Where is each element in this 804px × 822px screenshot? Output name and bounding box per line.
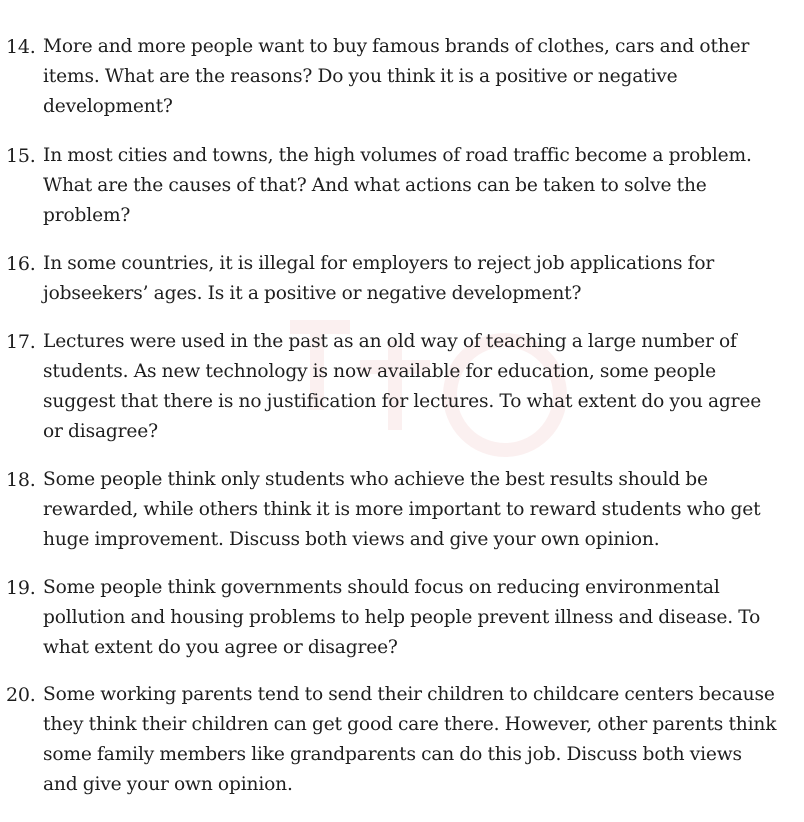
question-line: jobseekers’ ages. Is it a positive or negative development? (43, 283, 582, 304)
question-line: some family members like grandparents can do this job. Discuss both views (43, 744, 742, 765)
question-line: what extent do you agree or disagree? (43, 637, 398, 658)
question-line: huge improvement. Discuss both views and give your own opinion. (43, 529, 660, 550)
question-line: development? (43, 96, 173, 117)
question-number: 15. (6, 145, 36, 167)
question-line: More and more people want to buy famous brands of clothes, cars and other (43, 36, 750, 57)
question-number: 19. (6, 577, 36, 599)
question-text (43, 465, 801, 555)
question-line: Some working parents tend to send their children to childcare centers because (43, 684, 775, 705)
question-line: and give your own opinion. (43, 774, 293, 795)
question-line: In most cities and towns, the high volumes of road traffic become a problem. (43, 145, 752, 166)
question-number: 20. (6, 684, 36, 706)
question-text (43, 680, 801, 800)
question-text (43, 141, 801, 231)
question-line: rewarded, while others think it is more important to reward students who get (43, 499, 761, 520)
question-line: pollution and housing problems to help people prevent illness and disease. To (43, 607, 761, 628)
question-line: Lectures were used in the past as an old way of teaching a large number of (43, 331, 737, 352)
question-line: Some people think governments should focus on reducing environmental (43, 577, 720, 598)
question-text (43, 249, 801, 309)
question-line: What are the causes of that? And what actions can be taken to solve the (43, 175, 707, 196)
question-number: 18. (6, 469, 36, 491)
question-text (43, 32, 801, 122)
question-line: items. What are the reasons? Do you think it is a positive or negative (43, 66, 678, 87)
question-number: 14. (6, 36, 36, 58)
question-text (43, 573, 801, 663)
question-line: or disagree? (43, 421, 158, 442)
question-line: Some people think only students who achieve the best results should be (43, 469, 708, 490)
question-number: 16. (6, 253, 36, 275)
question-line: problem? (43, 205, 131, 226)
question-text (43, 327, 801, 447)
question-number: 17. (6, 331, 36, 353)
question-line: students. As new technology is now available for education, some people (43, 361, 716, 382)
question-line: they think their children can get good care there. However, other parents think (43, 714, 777, 735)
question-line: In some countries, it is illegal for employers to reject job applications for (43, 253, 715, 274)
question-line: suggest that there is no justification for lectures. To what extent do you agree (43, 391, 762, 412)
